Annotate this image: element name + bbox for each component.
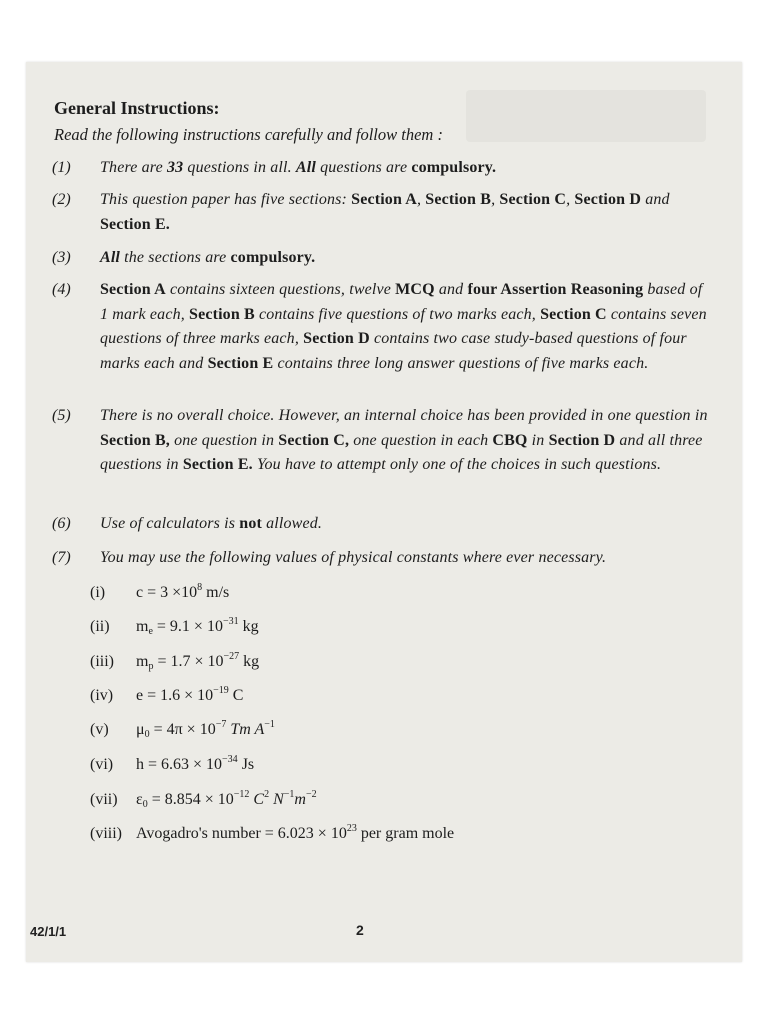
constant-index: (vi) xyxy=(90,756,114,773)
constant-value: $h = 6.63 \times 10^{-34}$ Js xyxy=(136,754,255,773)
constant-value: $e = 1.6 \times 10^{-19}$ C xyxy=(136,685,244,704)
instruction-number: (4) xyxy=(52,281,71,298)
paper-sheet xyxy=(26,62,742,962)
constant-proton-mass xyxy=(90,651,259,672)
constant-index: (i) xyxy=(90,584,106,601)
instruction-number: (2) xyxy=(52,191,71,208)
constant-permittivity xyxy=(90,789,317,810)
instruction-text: Section A contains sixteen questions, twelve MCQ and four Assertion Reasoning based of 1 mark each, Section B contains five questions of two marks each, Section C contains seven questions of three marks each, Section D contains two case study-based questions of four marks each and Section E contains three long answer questions of five marks each. xyxy=(100,281,707,372)
paper-code: 42/1/1 xyxy=(30,924,67,939)
constant-avogadro xyxy=(90,823,454,843)
instruction-text: This question paper has five sections: Section A, Section B, Section C, Section D and Section E. xyxy=(100,191,670,233)
constant-index: (iii) xyxy=(90,653,114,670)
constant-index: (viii) xyxy=(90,825,122,842)
constant-speed-of-light xyxy=(90,582,229,602)
constant-index: (v) xyxy=(90,721,109,738)
instruction-text: There is no overall choice. However, an internal choice has been provided in one question in Section B, one question in Section C, one question in each CBQ in Section D and all three questions in Section E. You have to attempt only one of the choices in such questions. xyxy=(100,407,708,473)
intro-text: Read the following instructions carefully and follow them : xyxy=(54,125,443,144)
constant-index: (vii) xyxy=(90,791,118,808)
constant-value: $c = 3 \times 10^8$ m/s xyxy=(136,582,230,601)
instruction-number: (1) xyxy=(52,159,71,176)
page-heading: General Instructions: xyxy=(54,98,220,118)
constant-value: $\varepsilon_0 = 8.854 \times 10^{-12}$ $C^2$ $N^{-1}m^{-2}$ xyxy=(136,789,317,810)
instruction-number: (7) xyxy=(52,549,71,566)
instructions-page xyxy=(26,62,742,962)
instruction-number: (5) xyxy=(52,407,71,424)
constant-value: Avogadro's number = $6.023 \times 10^{23}$ per gram mole xyxy=(136,823,455,842)
instruction-number: (6) xyxy=(52,515,71,532)
page-number: 2 xyxy=(356,922,364,938)
constant-index: (ii) xyxy=(90,618,110,635)
instruction-text: There are 33 questions in all. All questions are compulsory. xyxy=(100,159,497,176)
constant-value: $m_p = 1.7 \times 10^{-27}$ kg xyxy=(136,651,260,672)
constant-permeability xyxy=(90,719,275,740)
constant-value: $m_e = 9.1 \times 10^{-31}$ kg xyxy=(136,616,259,637)
instruction-text: You may use the following values of physical constants where ever necessary. xyxy=(100,549,607,566)
constant-index: (iv) xyxy=(90,687,114,704)
instruction-text: Use of calculators is not allowed. xyxy=(100,515,322,532)
instruction-number: (3) xyxy=(52,249,71,266)
constant-electron-mass xyxy=(90,616,259,637)
constant-planck xyxy=(90,754,254,774)
instruction-text: All the sections are compulsory. xyxy=(100,249,316,266)
constant-value: $\mu_0 = 4\pi \times 10^{-7}$ Tm $A^{-1}$ xyxy=(136,719,275,740)
constant-elementary-charge xyxy=(90,685,243,705)
